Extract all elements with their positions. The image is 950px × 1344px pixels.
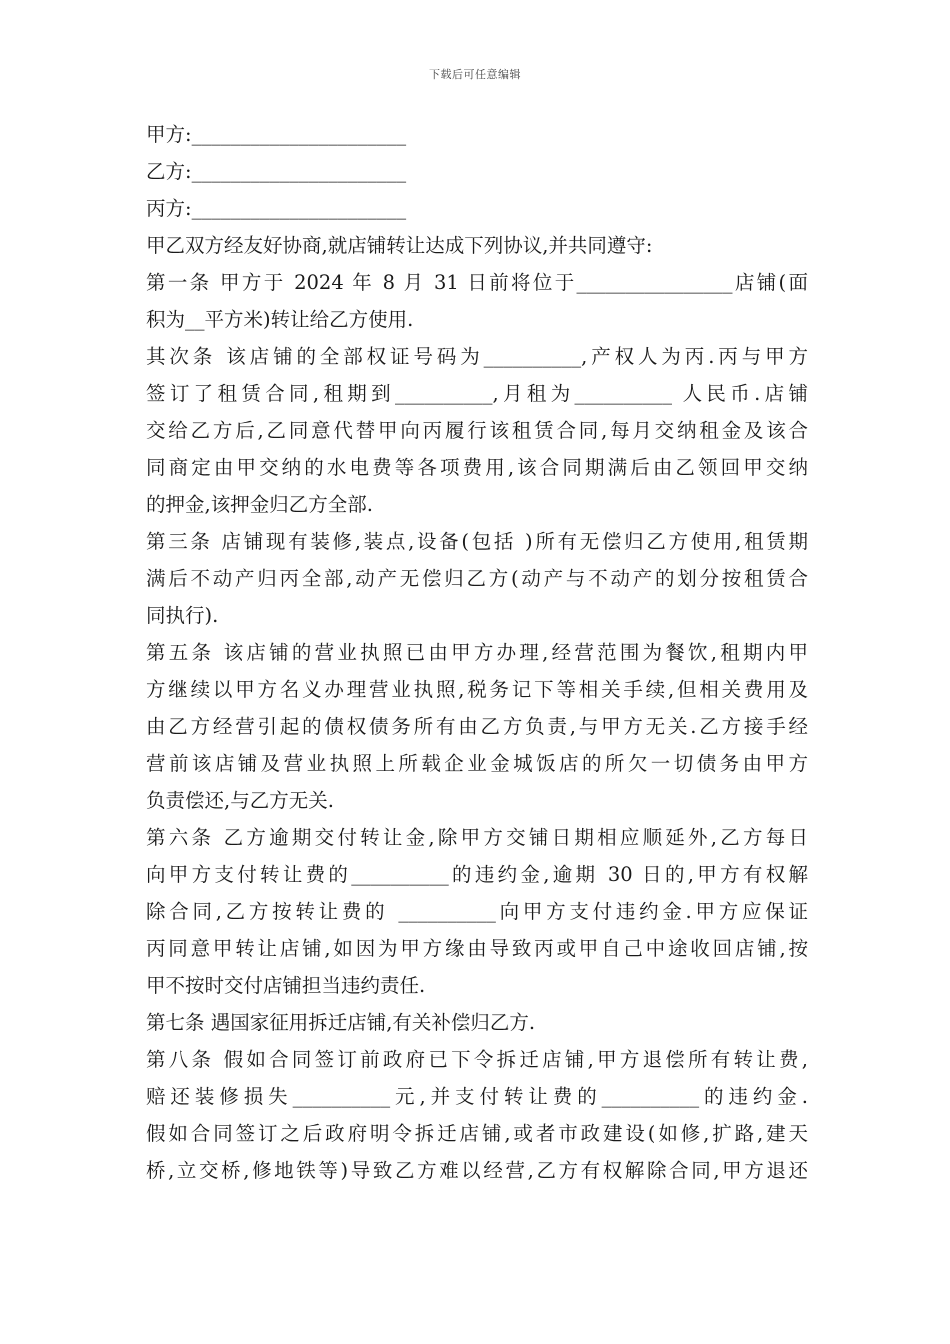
article-1-line: 第一条 甲方于 2024 年 8 月 31 日前将位于________________店铺(面: [146, 271, 808, 294]
article-2-line: 同商定由甲交纳的水电费等各项费用,该合同期满后由乙领回甲交纳: [146, 456, 808, 479]
article-3-line: 第三条 店铺现有装修,装点,设备(包括 )所有无偿归乙方使用,租赁期: [146, 530, 808, 553]
article-3-line: 满后不动产归丙全部,动产无偿归乙方(动产与不动产的划分按租赁合: [146, 567, 808, 590]
article-7-line: 第七条 遇国家征用拆迁店铺,有关补偿归乙方.: [146, 1011, 536, 1034]
article-2-line: 签订了租赁合同,租期到__________,月租为__________ 人民币.店铺: [146, 382, 808, 405]
article-1-line: 积为__平方米)转让给乙方使用.: [146, 308, 414, 331]
party-c-line: 丙方:______________________: [146, 197, 407, 220]
document-body: [146, 116, 808, 1189]
article-8-line: 第八条 假如合同签订前政府已下令拆迁店铺,甲方退偿所有转让费,: [146, 1048, 808, 1071]
preamble-line: 甲乙双方经友好协商,就店铺转让达成下列协议,并共同遵守:: [146, 234, 653, 257]
page-header: 下载后可任意编辑: [429, 68, 521, 81]
article-6-line: 甲不按时交付店铺担当违约责任.: [146, 974, 426, 997]
party-a-line: 甲方:______________________: [146, 123, 407, 146]
article-8-line: 假如合同签订之后政府明令拆迁店铺,或者市政建设(如修,扩路,建天: [146, 1122, 808, 1145]
article-2-line: 的押金,该押金归乙方全部.: [146, 493, 373, 516]
article-2-line: 其次条 该店铺的全部权证号码为__________,产权人为丙.丙与甲方: [146, 345, 808, 368]
article-8-line: 桥,立交桥,修地铁等)导致乙方难以经营,乙方有权解除合同,甲方退还: [146, 1159, 808, 1182]
article-5-line: 第五条 该店铺的营业执照已由甲方办理,经营范围为餐饮,租期内甲: [146, 641, 808, 664]
article-5-line: 方继续以甲方名义办理营业执照,税务记下等相关手续,但相关费用及: [146, 678, 808, 701]
article-5-line: 负责偿还,与乙方无关.: [146, 789, 334, 812]
article-5-line: 营前该店铺及营业执照上所载企业金城饭店的所欠一切债务由甲方: [146, 752, 808, 775]
article-8-line: 赔还装修损失__________元,并支付转让费的__________的违约金.: [146, 1085, 808, 1108]
article-6-line: 向甲方支付转让费的__________的违约金,逾期 30 日的,甲方有权解: [146, 863, 808, 886]
article-6-line: 第六条 乙方逾期交付转让金,除甲方交铺日期相应顺延外,乙方每日: [146, 826, 808, 849]
article-6-line: 除合同,乙方按转让费的 __________向甲方支付违约金.甲方应保证: [146, 900, 808, 923]
article-3-line: 同执行).: [146, 604, 219, 627]
article-6-line: 丙同意甲转让店铺,如因为甲方缘由导致丙或甲自己中途收回店铺,按: [146, 937, 808, 960]
article-5-line: 由乙方经营引起的债权债务所有由乙方负责,与甲方无关.乙方接手经: [146, 715, 808, 738]
article-2-line: 交给乙方后,乙同意代替甲向丙履行该租赁合同,每月交纳租金及该合: [146, 419, 808, 442]
party-b-line: 乙方:______________________: [146, 160, 407, 183]
